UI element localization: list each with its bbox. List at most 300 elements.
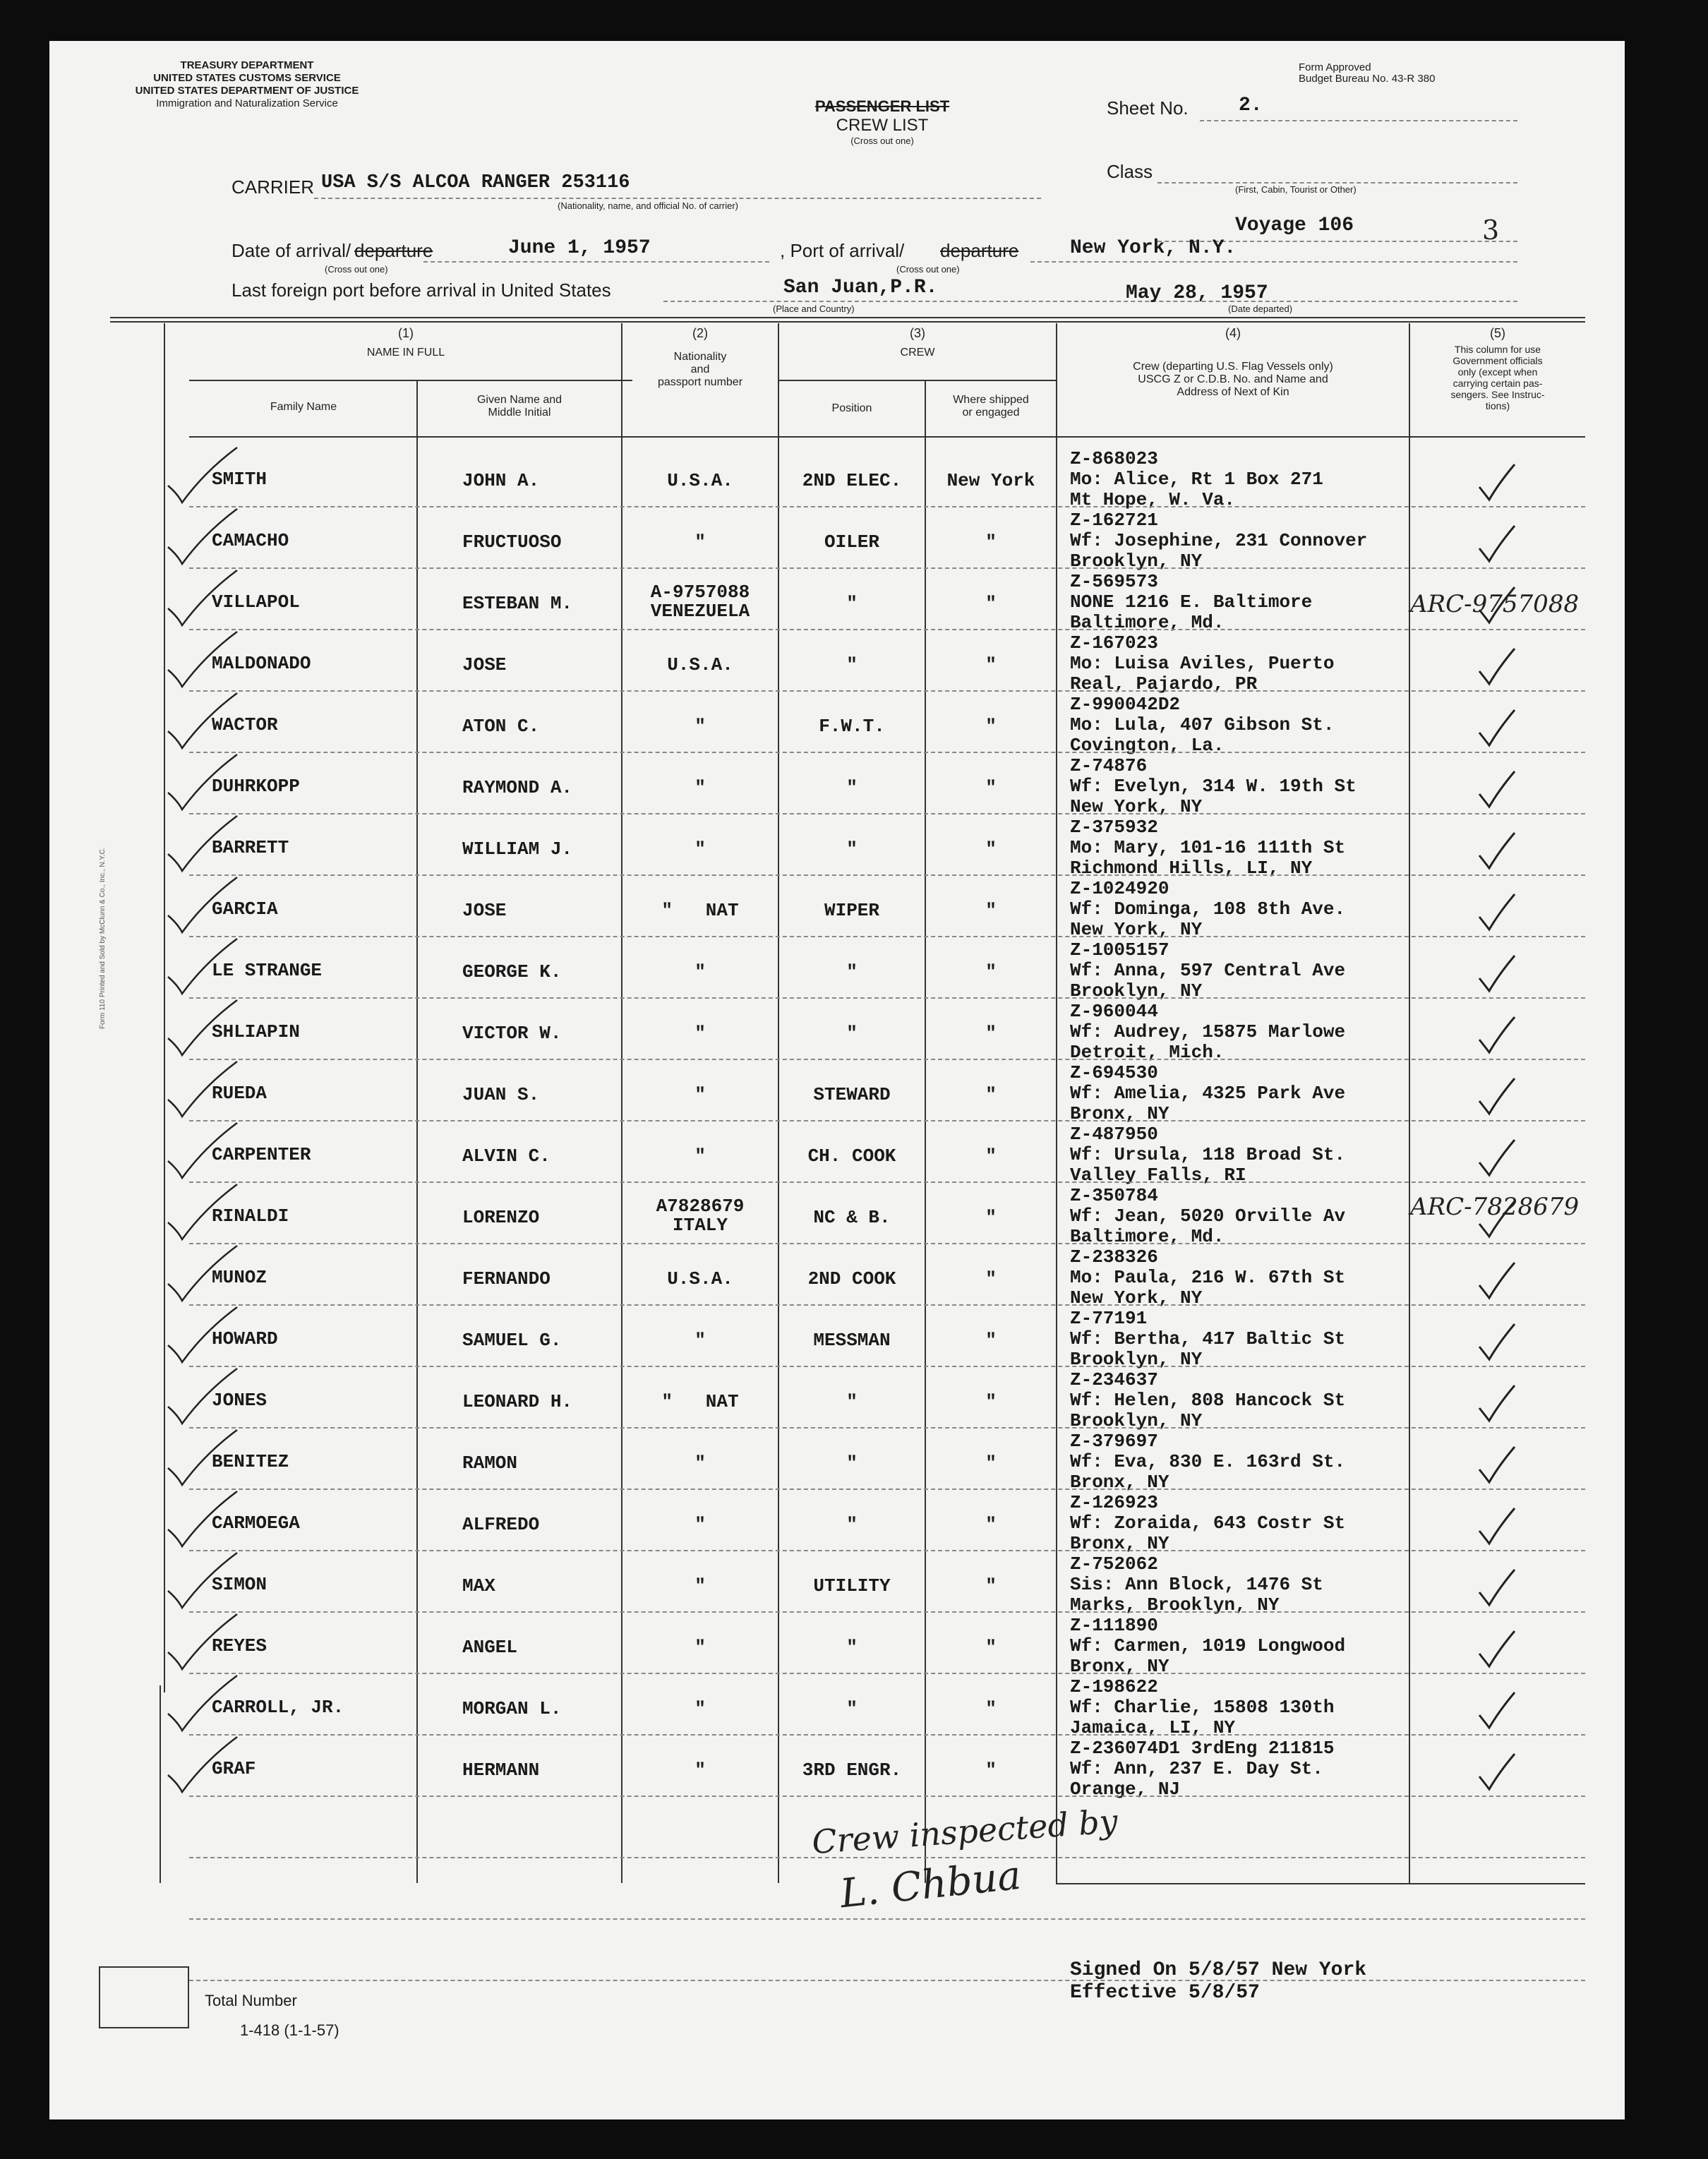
row-separator bbox=[189, 1120, 1585, 1121]
col4-number: (4) bbox=[1225, 326, 1241, 340]
check-mark-icon bbox=[1475, 1505, 1517, 1548]
where-shipped-cell: " bbox=[985, 900, 997, 921]
effective-line: Effective 5/8/57 bbox=[1070, 1982, 1260, 2004]
next-of-kin-line: Wf: Eva, 830 E. 163rd St. bbox=[1070, 1451, 1346, 1472]
next-of-kin-cell bbox=[1070, 1124, 1345, 1186]
next-of-kin-cell bbox=[1070, 1738, 1334, 1800]
check-mark-icon bbox=[1475, 646, 1517, 688]
next-of-kin-line: Orange, NJ bbox=[1070, 1779, 1181, 1800]
row-separator bbox=[189, 1059, 1585, 1060]
family-name-cell: GRAF bbox=[212, 1758, 256, 1779]
next-of-kin-line: Z-868023 bbox=[1070, 448, 1158, 469]
next-of-kin-line: Z-77191 bbox=[1070, 1308, 1148, 1329]
next-of-kin-line: Z-198622 bbox=[1070, 1676, 1158, 1697]
family-name-cell: WACTOR bbox=[212, 714, 278, 735]
next-of-kin-line: Z-111890 bbox=[1070, 1615, 1158, 1636]
form-number: 1-418 (1-1-57) bbox=[240, 2021, 339, 2039]
where-shipped-cell: " bbox=[985, 1514, 997, 1535]
given-name-cell: RAMON bbox=[462, 1453, 518, 1474]
inspection-tick-icon bbox=[162, 1180, 240, 1244]
family-name-cell: CARPENTER bbox=[212, 1144, 311, 1165]
given-name-cell: ESTEBAN M. bbox=[462, 593, 573, 614]
nationality-cell: U.S.A. bbox=[667, 1268, 733, 1289]
next-of-kin-line: Real, Pajardo, PR bbox=[1070, 673, 1258, 694]
position-cell: " bbox=[846, 961, 858, 982]
next-of-kin-cell bbox=[1070, 1186, 1345, 1247]
given-name-cell: MORGAN L. bbox=[462, 1698, 562, 1719]
check-mark-icon bbox=[1475, 707, 1517, 750]
next-of-kin-cell bbox=[1070, 1493, 1345, 1554]
inspector-signature: L. Chbua bbox=[838, 1852, 1023, 1918]
nationality-cell: U.S.A. bbox=[667, 470, 733, 491]
nationality-cell: " bbox=[694, 1023, 706, 1044]
where-shipped-cell: New York bbox=[946, 470, 1035, 491]
check-mark-icon bbox=[1475, 1628, 1517, 1671]
family-name-cell: REYES bbox=[212, 1635, 267, 1656]
given-name-cell: ANGEL bbox=[462, 1637, 518, 1658]
given-name-cell: JUAN S. bbox=[462, 1084, 540, 1105]
nationality-cell: " bbox=[694, 1514, 706, 1535]
row-separator bbox=[189, 567, 1585, 569]
row-separator bbox=[189, 1550, 1585, 1551]
family-name-cell: RINALDI bbox=[212, 1205, 289, 1227]
inspection-tick-icon bbox=[162, 443, 240, 507]
next-of-kin-cell bbox=[1070, 879, 1345, 940]
row-separator bbox=[189, 1796, 1585, 1797]
next-of-kin-line: Wf: Zoraida, 643 Costr St bbox=[1070, 1512, 1346, 1534]
check-mark-icon bbox=[1475, 1383, 1517, 1425]
col3-title: CREW bbox=[900, 346, 935, 359]
check-mark-icon bbox=[1475, 523, 1517, 565]
check-mark-icon bbox=[1475, 1137, 1517, 1179]
given-name-cell: RAYMOND A. bbox=[462, 777, 573, 798]
family-name-cell: HOWARD bbox=[212, 1328, 278, 1349]
next-of-kin-line: Baltimore, Md. bbox=[1070, 1226, 1225, 1247]
row-separator bbox=[189, 936, 1585, 937]
family-name-cell: LE STRANGE bbox=[212, 960, 323, 981]
col-group-2 bbox=[623, 326, 778, 390]
given-name-cell: LEONARD H. bbox=[462, 1391, 573, 1412]
next-of-kin-line: Z-375932 bbox=[1070, 817, 1158, 838]
next-of-kin-line: Z-126923 bbox=[1070, 1492, 1158, 1513]
port-struck-word: departure bbox=[940, 240, 1019, 261]
inspection-tick-icon bbox=[162, 1548, 240, 1612]
port-cross-out-note: (Cross out one) bbox=[896, 264, 960, 275]
check-mark-icon bbox=[1475, 830, 1517, 872]
where-shipped-cell: " bbox=[985, 1145, 997, 1167]
check-mark-icon bbox=[1475, 769, 1517, 811]
next-of-kin-line: Brooklyn, NY bbox=[1070, 551, 1203, 572]
position-cell: " bbox=[846, 654, 858, 675]
date-struck-word: departure bbox=[354, 240, 433, 261]
nationality-cell: " NAT bbox=[661, 900, 739, 921]
nationality-cell: " bbox=[694, 777, 706, 798]
next-of-kin-cell bbox=[1070, 1616, 1345, 1677]
where-shipped-cell: " bbox=[985, 838, 997, 860]
inspection-tick-icon bbox=[162, 1057, 240, 1121]
row-separator bbox=[189, 1857, 1585, 1858]
next-of-kin-line: Wf: Ann, 237 E. Day St. bbox=[1070, 1758, 1323, 1779]
where-shipped-cell: " bbox=[985, 716, 997, 737]
carrier-label: CARRIER bbox=[231, 176, 315, 198]
next-of-kin-line: Z-234637 bbox=[1070, 1369, 1158, 1390]
where-shipped-cell: " bbox=[985, 1637, 997, 1658]
row-separator bbox=[189, 813, 1585, 814]
family-name-cell: MALDONADO bbox=[212, 653, 311, 674]
next-of-kin-line: Wf: Audrey, 15875 Marlowe bbox=[1070, 1021, 1346, 1042]
position-cell: " bbox=[846, 838, 858, 860]
next-of-kin-line: Z-990042D2 bbox=[1070, 694, 1181, 715]
next-of-kin-line: Z-752062 bbox=[1070, 1553, 1158, 1575]
inspection-tick-icon bbox=[162, 1487, 240, 1551]
next-of-kin-line: Wf: Bertha, 417 Baltic St bbox=[1070, 1328, 1346, 1349]
nationality-cell: " bbox=[694, 1760, 706, 1781]
form-approved bbox=[1299, 62, 1435, 85]
where-shipped-cell: " bbox=[985, 1453, 997, 1474]
date-departed-note: (Date departed) bbox=[1228, 303, 1293, 314]
col-given-name: Given Name and Middle Initial bbox=[476, 394, 563, 419]
family-name-cell: SHLIAPIN bbox=[212, 1021, 300, 1042]
date-departed-value: May 28, 1957 bbox=[1126, 282, 1268, 304]
handwritten-arc-note: ARC-7828679 bbox=[1410, 1193, 1580, 1221]
nationality-cell: " bbox=[694, 1575, 706, 1596]
given-name-cell: FERNANDO bbox=[462, 1268, 551, 1289]
given-name-cell: MAX bbox=[462, 1575, 495, 1596]
next-of-kin-line: Mo: Lula, 407 Gibson St. bbox=[1070, 714, 1335, 735]
row-separator bbox=[189, 506, 1585, 507]
col5-title: This column for use Government officials only (except when carrying certain pas- sengers. See Instruc- tions) bbox=[1450, 343, 1545, 412]
where-shipped-cell: " bbox=[985, 961, 997, 982]
check-mark-icon bbox=[1475, 1690, 1517, 1732]
family-name-cell: MUNOZ bbox=[212, 1267, 267, 1288]
row-separator bbox=[189, 1181, 1585, 1183]
place-note: (Place and Country) bbox=[773, 303, 855, 314]
next-of-kin-line: Wf: Charlie, 15808 130th bbox=[1070, 1697, 1335, 1718]
handwritten-page-number: 3 bbox=[1482, 215, 1500, 246]
family-name-cell: DUHRKOPP bbox=[212, 776, 300, 797]
next-of-kin-cell bbox=[1070, 633, 1334, 694]
next-of-kin-line: Z-1024920 bbox=[1070, 878, 1169, 899]
nationality-cell: " bbox=[694, 1698, 706, 1719]
next-of-kin-cell bbox=[1070, 572, 1312, 633]
next-of-kin-cell bbox=[1070, 1002, 1345, 1063]
next-of-kin-line: New York, NY bbox=[1070, 919, 1203, 940]
family-name-cell: RUEDA bbox=[212, 1083, 267, 1104]
printer-note: Form 110 Printed and Sold by McClunn & Co., Inc., N.Y.C. bbox=[99, 847, 107, 1029]
col-position: Position bbox=[831, 402, 872, 414]
given-name-cell: JOSE bbox=[462, 654, 507, 675]
next-of-kin-line: Wf: Helen, 808 Hancock St bbox=[1070, 1390, 1346, 1411]
next-of-kin-line: Baltimore, Md. bbox=[1070, 612, 1225, 633]
inspection-tick-icon bbox=[162, 1733, 240, 1796]
class-label: Class bbox=[1107, 161, 1153, 182]
total-number-box bbox=[99, 1966, 189, 2028]
where-shipped-cell: " bbox=[985, 777, 997, 798]
next-of-kin-line: Wf: Josephine, 231 Connover bbox=[1070, 530, 1368, 551]
handwritten-arc-note: ARC-9757088 bbox=[1410, 590, 1580, 618]
next-of-kin-line: Z-694530 bbox=[1070, 1062, 1158, 1083]
next-of-kin-line: Z-379697 bbox=[1070, 1431, 1158, 1452]
position-cell: " bbox=[846, 1023, 858, 1044]
nationality-cell: " bbox=[694, 531, 706, 553]
nationality-cell: " bbox=[694, 1453, 706, 1474]
where-shipped-cell: " bbox=[985, 1391, 997, 1412]
next-of-kin-line: Wf: Jean, 5020 Orville Av bbox=[1070, 1205, 1346, 1227]
row-separator bbox=[189, 1243, 1585, 1244]
where-shipped-cell: " bbox=[985, 593, 997, 614]
where-shipped-cell: " bbox=[985, 1760, 997, 1781]
row-separator bbox=[189, 1427, 1585, 1429]
next-of-kin-line: Z-1005157 bbox=[1070, 939, 1169, 961]
next-of-kin-line: Bronx, NY bbox=[1070, 1472, 1169, 1493]
row-separator bbox=[189, 874, 1585, 876]
given-name-cell: GEORGE K. bbox=[462, 961, 562, 982]
row-separator bbox=[189, 1673, 1585, 1674]
row-separator bbox=[189, 690, 1585, 692]
family-name-cell: CARROLL, JR. bbox=[212, 1697, 344, 1718]
check-mark-icon bbox=[1475, 1751, 1517, 1793]
budget-bureau-label: Budget Bureau No. 43-R 380 bbox=[1299, 73, 1436, 85]
next-of-kin-line: Z-74876 bbox=[1070, 755, 1148, 776]
agency-line: Immigration and Naturalization Service bbox=[156, 97, 338, 109]
given-name-cell: JOSE bbox=[462, 900, 507, 921]
inspection-tick-icon bbox=[162, 812, 240, 875]
position-cell: " bbox=[846, 1514, 858, 1535]
col-group-1 bbox=[191, 326, 621, 359]
next-of-kin-line: Mt Hope, W. Va. bbox=[1070, 489, 1236, 510]
where-shipped-cell: " bbox=[985, 1330, 997, 1351]
col3-number: (3) bbox=[910, 326, 925, 340]
date-cross-out-note: (Cross out one) bbox=[325, 264, 388, 275]
agency-line: UNITED STATES CUSTOMS SERVICE bbox=[153, 72, 341, 84]
given-name-cell: SAMUEL G. bbox=[462, 1330, 562, 1351]
next-of-kin-line: Wf: Amelia, 4325 Park Ave bbox=[1070, 1083, 1346, 1104]
position-cell: 3RD ENGR. bbox=[802, 1760, 902, 1781]
next-of-kin-line: New York, NY bbox=[1070, 1287, 1203, 1309]
nationality-cell: " bbox=[694, 961, 706, 982]
inspection-tick-icon bbox=[162, 627, 240, 691]
next-of-kin-line: Z-960044 bbox=[1070, 1001, 1158, 1022]
where-shipped-cell: " bbox=[985, 1575, 997, 1596]
next-of-kin-cell bbox=[1070, 1677, 1334, 1738]
next-of-kin-line: NONE 1216 E. Baltimore bbox=[1070, 591, 1313, 613]
title-block bbox=[776, 97, 988, 146]
check-mark-icon bbox=[1475, 891, 1517, 934]
nationality-cell: " bbox=[694, 1084, 706, 1105]
inspection-tick-icon bbox=[162, 1241, 240, 1305]
class-note: (First, Cabin, Tourist or Other) bbox=[1235, 184, 1357, 195]
family-name-cell: SMITH bbox=[212, 469, 267, 490]
given-name-cell: ALVIN C. bbox=[462, 1145, 551, 1167]
next-of-kin-cell bbox=[1070, 817, 1345, 879]
nationality-cell: " bbox=[694, 716, 706, 737]
page-title: CREW LIST bbox=[836, 116, 929, 135]
next-of-kin-line: Z-569573 bbox=[1070, 571, 1158, 592]
position-cell: CH. COOK bbox=[807, 1145, 896, 1167]
next-of-kin-cell bbox=[1070, 1309, 1345, 1370]
check-mark-icon bbox=[1475, 1567, 1517, 1609]
inspection-tick-icon bbox=[162, 1303, 240, 1366]
position-cell: " bbox=[846, 1453, 858, 1474]
next-of-kin-cell bbox=[1070, 1063, 1345, 1124]
next-of-kin-cell bbox=[1070, 940, 1345, 1002]
row-separator bbox=[189, 1366, 1585, 1367]
check-mark-icon bbox=[1475, 1076, 1517, 1118]
col1-number: (1) bbox=[398, 326, 414, 340]
date-of-arrival-label: Date of arrival/ bbox=[231, 240, 351, 261]
position-cell: " bbox=[846, 1637, 858, 1658]
last-port-value: San Juan,P.R. bbox=[783, 277, 938, 299]
next-of-kin-line: Z-238326 bbox=[1070, 1246, 1158, 1268]
where-shipped-cell: " bbox=[985, 531, 997, 553]
family-name-cell: CAMACHO bbox=[212, 530, 289, 551]
next-of-kin-line: Brooklyn, NY bbox=[1070, 1410, 1203, 1431]
inspection-tick-icon bbox=[162, 1671, 240, 1735]
given-name-cell: ALFREDO bbox=[462, 1514, 540, 1535]
position-cell: WIPER bbox=[824, 900, 879, 921]
next-of-kin-line: Z-350784 bbox=[1070, 1185, 1158, 1206]
next-of-kin-line: Wf: Evelyn, 314 W. 19th St bbox=[1070, 776, 1357, 797]
given-name-cell: VICTOR W. bbox=[462, 1023, 562, 1044]
nationality-cell: " bbox=[694, 838, 706, 860]
family-name-cell: BARRETT bbox=[212, 837, 289, 858]
col-group-5 bbox=[1410, 326, 1585, 411]
where-shipped-cell: " bbox=[985, 1207, 997, 1228]
row-separator bbox=[189, 1611, 1585, 1613]
row-separator bbox=[189, 997, 1585, 999]
family-name-cell: CARMOEGA bbox=[212, 1512, 300, 1534]
sheet-label: Sheet No. bbox=[1107, 97, 1189, 119]
position-cell: " bbox=[846, 593, 858, 614]
position-cell: NC & B. bbox=[813, 1207, 891, 1228]
next-of-kin-line: Z-167023 bbox=[1070, 632, 1158, 654]
next-of-kin-line: Mo: Luisa Aviles, Puerto bbox=[1070, 653, 1335, 674]
col4-title: Crew (departing U.S. Flag Vessels only) USCG Z or C.D.B. No. and Name and Address of Next of Kin bbox=[1133, 360, 1333, 399]
document-page bbox=[49, 41, 1625, 2119]
next-of-kin-line: Z-487950 bbox=[1070, 1124, 1158, 1145]
next-of-kin-line: Z-236074D1 3rdEng 211815 bbox=[1070, 1738, 1335, 1759]
row-separator bbox=[189, 1489, 1585, 1490]
next-of-kin-line: Brooklyn, NY bbox=[1070, 1349, 1203, 1370]
position-cell: " bbox=[846, 1391, 858, 1412]
family-name-cell: GARCIA bbox=[212, 898, 278, 920]
position-cell: " bbox=[846, 777, 858, 798]
carrier-note: (Nationality, name, and official No. of carrier) bbox=[558, 200, 739, 211]
next-of-kin-line: Covington, La. bbox=[1070, 735, 1225, 756]
next-of-kin-cell bbox=[1070, 694, 1334, 756]
carrier-value: USA S/S ALCOA RANGER 253116 bbox=[321, 172, 630, 193]
next-of-kin-line: Bronx, NY bbox=[1070, 1656, 1169, 1677]
crew-inspected-note: Crew inspected by bbox=[810, 1801, 1119, 1862]
next-of-kin-line: Wf: Anna, 597 Central Ave bbox=[1070, 960, 1346, 981]
nationality-cell: U.S.A. bbox=[667, 654, 733, 675]
col-group-4 bbox=[1057, 326, 1409, 399]
where-shipped-cell: " bbox=[985, 1268, 997, 1289]
nationality-cell: " bbox=[694, 1330, 706, 1351]
voyage-number: Voyage 106 bbox=[1235, 215, 1354, 236]
row-separator bbox=[189, 629, 1585, 630]
next-of-kin-line: Valley Falls, RI bbox=[1070, 1165, 1246, 1186]
next-of-kin-line: Mo: Paula, 216 W. 67th St bbox=[1070, 1267, 1346, 1288]
cross-out-note: (Cross out one) bbox=[850, 136, 914, 146]
check-mark-icon bbox=[1475, 1321, 1517, 1364]
next-of-kin-line: Wf: Ursula, 118 Broad St. bbox=[1070, 1144, 1346, 1165]
family-name-cell: BENITEZ bbox=[212, 1451, 289, 1472]
inspection-tick-icon bbox=[162, 1364, 240, 1428]
nationality-cell: A-9757088 VENEZUELA bbox=[650, 582, 750, 622]
form-approved-label: Form Approved bbox=[1299, 61, 1371, 73]
agency-line: UNITED STATES DEPARTMENT OF JUSTICE bbox=[135, 85, 359, 97]
signed-on-line: Signed On 5/8/57 New York bbox=[1070, 1959, 1367, 1981]
nationality-cell: " bbox=[694, 1637, 706, 1658]
next-of-kin-line: Detroit, Mich. bbox=[1070, 1042, 1225, 1063]
where-shipped-cell: " bbox=[985, 654, 997, 675]
next-of-kin-line: Richmond Hills, LI, NY bbox=[1070, 858, 1313, 879]
inspection-tick-icon bbox=[162, 750, 240, 814]
given-name-cell: HERMANN bbox=[462, 1760, 540, 1781]
nationality-cell: " NAT bbox=[661, 1391, 739, 1412]
col-where-shipped: Where shipped or engaged bbox=[953, 394, 1029, 419]
family-name-cell: SIMON bbox=[212, 1574, 267, 1595]
inspection-tick-icon bbox=[162, 505, 240, 568]
nationality-cell: " bbox=[694, 1145, 706, 1167]
position-cell: UTILITY bbox=[813, 1575, 891, 1596]
given-name-cell: FRUCTUOSO bbox=[462, 531, 562, 553]
port-of-arrival-value: New York, N.Y. bbox=[1070, 237, 1237, 259]
next-of-kin-line: Mo: Alice, Rt 1 Box 271 bbox=[1070, 469, 1323, 490]
next-of-kin-cell bbox=[1070, 1431, 1345, 1493]
given-name-cell: LORENZO bbox=[462, 1207, 540, 1228]
next-of-kin-line: Wf: Dominga, 108 8th Ave. bbox=[1070, 898, 1346, 920]
position-cell: MESSMAN bbox=[813, 1330, 891, 1351]
next-of-kin-line: Bronx, NY bbox=[1070, 1533, 1169, 1554]
inspection-tick-icon bbox=[162, 996, 240, 1059]
next-of-kin-line: Marks, Brooklyn, NY bbox=[1070, 1594, 1280, 1616]
next-of-kin-cell bbox=[1070, 1370, 1345, 1431]
given-name-cell: WILLIAM J. bbox=[462, 838, 573, 860]
col5-number: (5) bbox=[1490, 326, 1505, 340]
check-mark-icon bbox=[1475, 1260, 1517, 1302]
next-of-kin-cell bbox=[1070, 756, 1357, 817]
where-shipped-cell: " bbox=[985, 1023, 997, 1044]
total-number-label: Total Number bbox=[205, 1992, 297, 2009]
row-separator bbox=[189, 1734, 1585, 1736]
port-of-arrival-label: , Port of arrival/ bbox=[780, 240, 905, 261]
position-cell: F.W.T. bbox=[819, 716, 885, 737]
check-mark-icon bbox=[1475, 1444, 1517, 1486]
where-shipped-cell: " bbox=[985, 1698, 997, 1719]
col1-title: NAME IN FULL bbox=[366, 346, 445, 359]
inspection-tick-icon bbox=[162, 566, 240, 630]
inspection-tick-icon bbox=[162, 934, 240, 998]
row-separator bbox=[189, 1918, 1585, 1920]
check-mark-icon bbox=[1475, 1014, 1517, 1057]
row-separator bbox=[189, 1980, 1585, 1981]
check-mark-icon bbox=[1475, 953, 1517, 995]
col-family-name: Family Name bbox=[270, 401, 337, 413]
row-separator bbox=[189, 1304, 1585, 1306]
position-cell: STEWARD bbox=[813, 1084, 891, 1105]
next-of-kin-cell bbox=[1070, 1554, 1323, 1616]
inspection-tick-icon bbox=[162, 873, 240, 937]
position-cell: OILER bbox=[824, 531, 879, 553]
given-name-cell: ATON C. bbox=[462, 716, 540, 737]
col-group-3 bbox=[779, 326, 1056, 359]
next-of-kin-line: Mo: Mary, 101-16 111th St bbox=[1070, 837, 1346, 858]
nationality-cell: A7828679 ITALY bbox=[656, 1196, 745, 1236]
row-separator bbox=[189, 752, 1585, 753]
position-cell: 2ND COOK bbox=[807, 1268, 896, 1289]
